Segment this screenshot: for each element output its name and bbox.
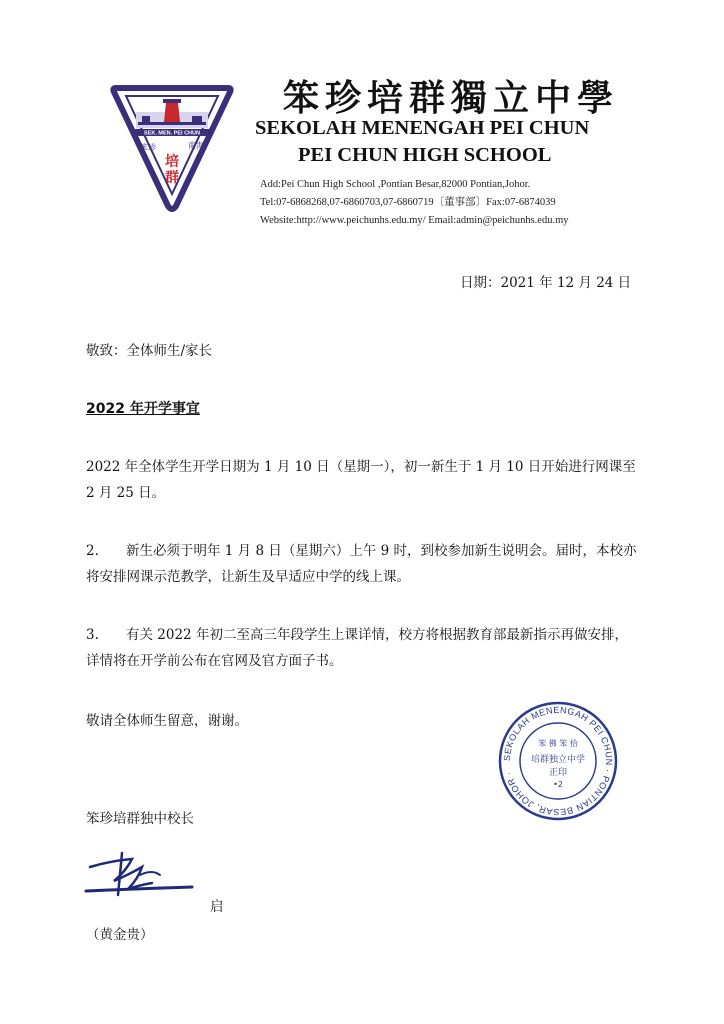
paragraph-3 — [86, 622, 638, 674]
school-stamp — [497, 700, 619, 822]
paragraph-3-number: 3. — [86, 627, 99, 643]
letter-date: 日期：2021 年 12 月 24 日 — [460, 275, 632, 291]
school-tel-fax: Tel:07-6868268,07-6860703,07-6860719〔董事部〕Fax:07-6874039 — [260, 197, 556, 208]
school-name-chinese: 笨珍培群獨立中學 — [283, 77, 620, 119]
paragraph-2-text: 新生必须于明年 1 月 8 日（星期六）上午 9 时，到校参加新生说明会。届时，本校亦将安排网课示范教学，让新生及早适应中学的线上课。 — [86, 543, 637, 585]
school-web-email: Website:http://www.peichunhs.edu.my/ Email:admin@peichunhs.edu.my — [260, 215, 569, 226]
closing-line: 敬请全体师生留意，谢谢。 — [86, 713, 248, 729]
school-logo — [108, 82, 236, 212]
logo-center-top: 培 — [165, 154, 179, 170]
signoff-character: 启 — [210, 899, 224, 915]
paragraph-1: 2022 年全体学生开学日期为 1 月 10 日（星期一），初一新生于 1 月 10 日开始进行网课至 2 月 25 日。 — [86, 459, 636, 501]
stamp-inner-line2: 正印 — [548, 768, 568, 778]
logo-left-chars: 笨珍 — [140, 143, 156, 152]
signer-title: 笨珍培群独中校长 — [86, 811, 194, 827]
stamp-inner-line1: 培群独立中学 — [530, 755, 586, 765]
signer-name: （黄金贵） — [86, 927, 154, 943]
handwritten-signature — [80, 845, 200, 905]
logo-right-chars: 南海 — [188, 141, 204, 150]
logo-center-bottom: 群 — [165, 170, 179, 186]
stamp-inner-top: 笨 佛 笨 拾 — [538, 739, 578, 748]
school-name-english: PEI CHUN HIGH SCHOOL — [298, 144, 552, 166]
stamp-ring-text: SEKOLAH MENENGAH PEI CHUN · PONTIAN BESAR, JOHOR · — [501, 704, 615, 818]
letter-subject: 2022 年开学事宜 — [86, 401, 200, 417]
school-address: Add:Pei Chun High School ,Pontian Besar,82000 Pontian,Johor. — [260, 179, 531, 190]
school-name-malay: SEKOLAH MENENGAH PEI CHUN — [255, 117, 590, 139]
logo-band-text: SEK. MEN. PEI CHUN — [144, 130, 200, 137]
paragraph-2-number: 2. — [86, 543, 99, 559]
stamp-inner-line3: •2 — [553, 780, 563, 789]
paragraph-2 — [86, 538, 638, 590]
salutation: 敬致：全体师生/家长 — [86, 343, 213, 359]
paragraph-3-text: 有关 2022 年初二至高三年段学生上课详情，校方将根据教育部最新指示再做安排，详情将在开学前公布在官网及官方面子书。 — [86, 627, 628, 669]
